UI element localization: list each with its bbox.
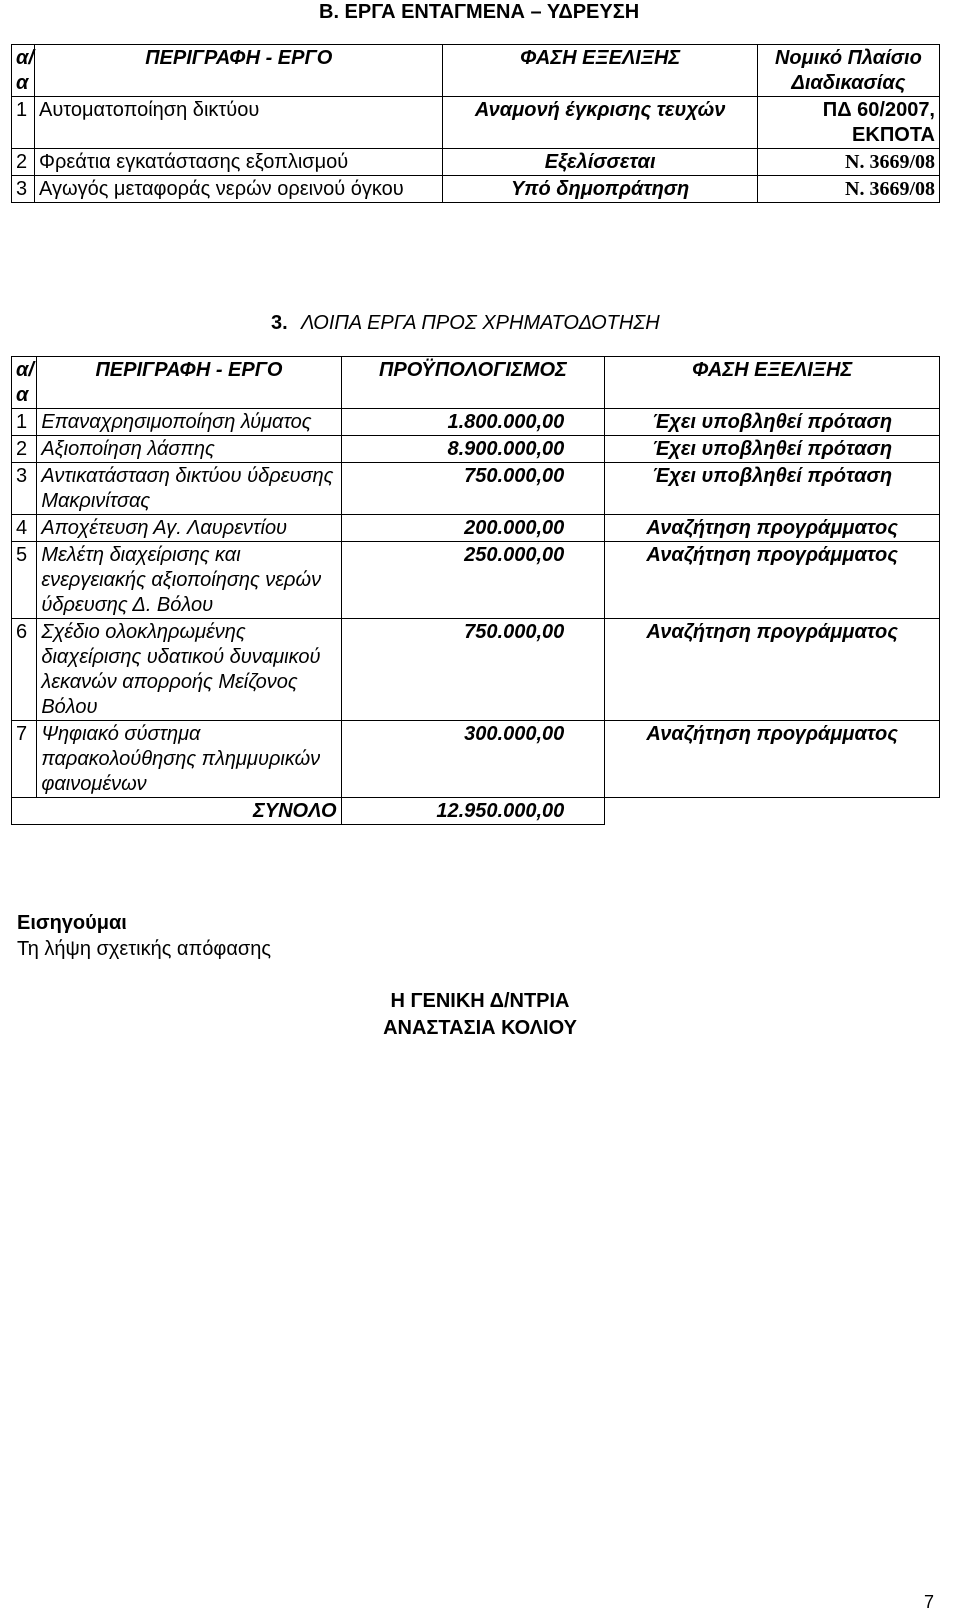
- row-phase: Αναμονή έγκρισης τευχών: [443, 97, 757, 149]
- row-budget: 750.000,00: [341, 463, 605, 515]
- row-phase: Έχει υποβληθεί πρόταση: [605, 409, 940, 436]
- row-legal: Ν. 3669/08: [757, 176, 939, 203]
- header-no: α/α: [12, 45, 35, 97]
- header-phase: ΦΑΣΗ ΕΞΕΛΙΞΗΣ: [443, 45, 757, 97]
- row-legal: Ν. 3669/08: [757, 149, 939, 176]
- header-legal-framework: Νομικό Πλαίσιο Διαδικασίας: [757, 45, 939, 97]
- row-budget: 200.000,00: [341, 515, 605, 542]
- table-row: [12, 436, 940, 463]
- row-no: 2: [12, 149, 35, 176]
- row-description: Ψηφιακό σύστημα παρακολούθησης πλημμυρικών φαινομένων: [37, 721, 341, 798]
- closing-decision: Τη λήψη σχετικής απόφασης: [17, 938, 272, 960]
- row-phase: Αναζήτηση προγράμματος: [605, 542, 940, 619]
- section-3-number: 3.: [271, 312, 288, 334]
- row-legal: ΠΔ 60/2007, ΕΚΠΟΤΑ: [757, 97, 939, 149]
- signature-name: ΑΝΑΣΤΑΣΙΑ ΚΟΛΙΟΥ: [383, 1017, 577, 1039]
- table-row: [12, 542, 940, 619]
- row-phase: Αναζήτηση προγράμματος: [605, 721, 940, 798]
- row-description: Μελέτη διαχείρισης και ενεργειακής αξιοποίησης νερών ύδρευσης Δ. Βόλου: [37, 542, 341, 619]
- row-budget: 8.900.000,00: [341, 436, 605, 463]
- row-description: Αυτοματοποίηση δικτύου: [35, 97, 443, 149]
- row-budget: 1.800.000,00: [341, 409, 605, 436]
- header-no: α/α: [12, 357, 37, 409]
- table-row: [12, 515, 940, 542]
- row-description: Φρεάτια εγκατάστασης εξοπλισμού: [35, 149, 443, 176]
- table-header-row: [12, 357, 940, 409]
- row-no: 1: [12, 409, 37, 436]
- table-row: [12, 619, 940, 721]
- row-description: Σχέδιο ολοκληρωμένης διαχείρισης υδατικού δυναμικού λεκανών απορροής Μείζονος Βόλου: [37, 619, 341, 721]
- row-description: Αντικατάσταση δικτύου ύδρευσης Μακρινίτσας: [37, 463, 341, 515]
- table-row: [12, 97, 940, 149]
- section-b-table: [11, 44, 940, 203]
- header-phase: ΦΑΣΗ ΕΞΕΛΙΞΗΣ: [605, 357, 940, 409]
- header-budget: ΠΡΟΫΠΟΛΟΓΙΣΜΟΣ: [341, 357, 605, 409]
- table-row: [12, 176, 940, 203]
- header-description: ΠΕΡΙΓΡΑΦΗ - ΕΡΓΟ: [37, 357, 341, 409]
- total-row: [12, 798, 940, 825]
- signature-block: [0, 988, 960, 1042]
- row-phase: Εξελίσσεται: [443, 149, 757, 176]
- table-row: [12, 409, 940, 436]
- row-budget: 300.000,00: [341, 721, 605, 798]
- row-phase: Έχει υποβληθεί πρόταση: [605, 463, 940, 515]
- row-phase: Αναζήτηση προγράμματος: [605, 619, 940, 721]
- row-budget: 750.000,00: [341, 619, 605, 721]
- signature-role: Η ΓΕΝΙΚΗ Δ/ΝΤΡΙΑ: [390, 990, 570, 1012]
- closing-proposal: Εισηγούμαι: [17, 912, 127, 934]
- row-budget: 250.000,00: [341, 542, 605, 619]
- row-description: Αποχέτευση Αγ. Λαυρεντίου: [37, 515, 341, 542]
- row-no: 7: [12, 721, 37, 798]
- row-no: 2: [12, 436, 37, 463]
- total-empty-cell: [605, 798, 940, 825]
- section-3-table: [11, 356, 940, 825]
- row-no: 1: [12, 97, 35, 149]
- row-description: Αξιοποίηση λάσπης: [37, 436, 341, 463]
- header-description: ΠΕΡΙΓΡΑΦΗ - ΕΡΓΟ: [35, 45, 443, 97]
- total-amount: 12.950.000,00: [341, 798, 605, 825]
- section-3-title-text: ΛΟΙΠΑ ΕΡΓΑ ΠΡΟΣ ΧΡΗΜΑΤΟΔΟΤΗΣΗ: [301, 312, 660, 334]
- row-description: Αγωγός μεταφοράς νερών ορεινού όγκου: [35, 176, 443, 203]
- total-label: ΣΥΝΟΛΟ: [12, 798, 342, 825]
- row-description: Επαναχρησιμοποίηση λύματος: [37, 409, 341, 436]
- section-b-title: Β. ΕΡΓΑ ΕΝΤΑΓΜΕΝΑ – ΥΔΡΕΥΣΗ: [319, 1, 640, 23]
- row-no: 3: [12, 176, 35, 203]
- table-row: [12, 463, 940, 515]
- table-row: [12, 149, 940, 176]
- table-row: [12, 721, 940, 798]
- table-header-row: [12, 45, 940, 97]
- row-phase: Υπό δημοπράτηση: [443, 176, 757, 203]
- section-3-title: [271, 311, 660, 335]
- row-phase: Αναζήτηση προγράμματος: [605, 515, 940, 542]
- row-no: 5: [12, 542, 37, 619]
- row-no: 3: [12, 463, 37, 515]
- row-no: 6: [12, 619, 37, 721]
- closing-block: [17, 910, 271, 962]
- page-number: 7: [924, 1592, 935, 1612]
- row-no: 4: [12, 515, 37, 542]
- row-phase: Έχει υποβληθεί πρόταση: [605, 436, 940, 463]
